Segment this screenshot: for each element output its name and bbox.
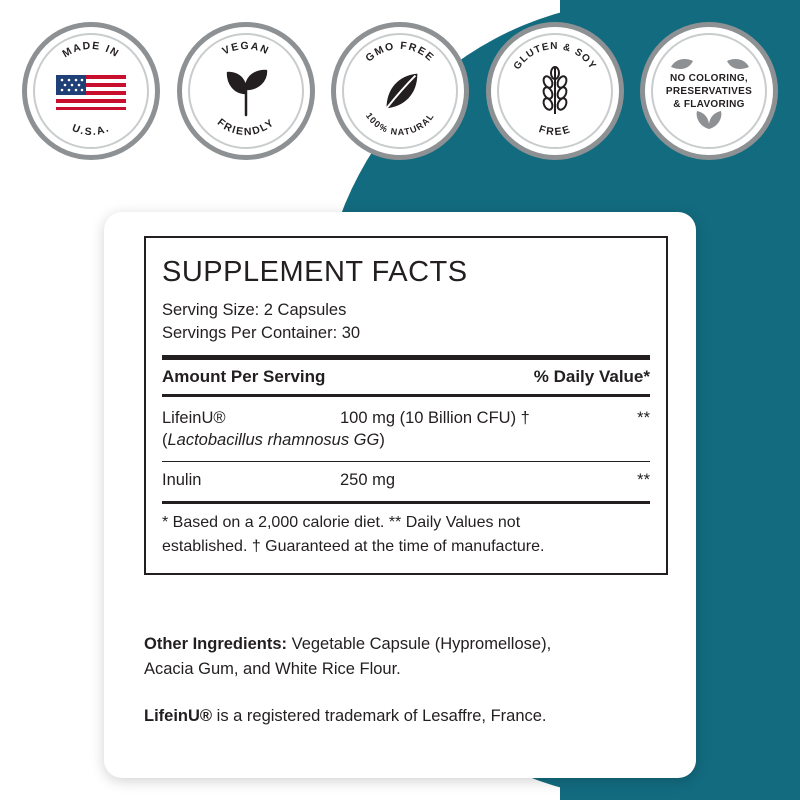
supplement-facts-panel <box>144 236 668 575</box>
supplement-facts-title: SUPPLEMENT FACTS <box>162 256 468 288</box>
svg-text:U.S.A. <box>70 122 112 138</box>
badge-made-in-usa-arc-text <box>27 27 155 155</box>
leaf-icon-bottom <box>679 107 739 133</box>
badge-made-in-usa <box>22 22 160 160</box>
nutrient-subname-italic: Lactobacillus rhamnosus GG <box>167 431 380 449</box>
badge-text-bottom: U.S.A. <box>70 122 112 139</box>
badge-text-lines <box>666 72 752 111</box>
badge-vegan-friendly <box>177 22 315 160</box>
footnote-line-1: * Based on a 2,000 calorie diet. ** Daily Values not <box>162 514 521 531</box>
badge-text-bottom: 100% NATURAL <box>363 110 437 138</box>
divider-thick-top <box>162 355 650 360</box>
table-row <box>162 471 650 490</box>
badge-gmo-arc-text <box>336 27 464 155</box>
badge-text-top: GLUTEN & SOY <box>511 40 598 72</box>
badge-text-line-1: NO COLORING, <box>669 72 749 84</box>
nutrient-amount: 250 mg <box>340 471 396 489</box>
servings-per-container: Servings Per Container: 30 <box>162 324 361 342</box>
badge-text-line-3: & FLAVORING <box>673 98 745 110</box>
footnote-line-2: established. † Guaranteed at the time of manufacture. <box>162 538 545 555</box>
nutrient-daily-value: ** <box>637 471 650 489</box>
nutrient-subname: (Lactobacillus rhamnosus GG) <box>162 431 385 449</box>
other-ingredients-line <box>144 632 668 657</box>
svg-text:FRIENDLY <box>214 116 276 138</box>
other-ingredients-block <box>144 632 668 729</box>
svg-text:100% NATURAL <box>364 111 436 137</box>
badge-gmo-free <box>331 22 469 160</box>
badge-no-coloring <box>640 22 778 160</box>
trademark-brand: LifeinU® <box>144 707 213 725</box>
badge-text-top: MADE IN <box>60 39 122 61</box>
nutrient-name: Inulin <box>162 471 202 489</box>
trademark-text: is a registered trademark of Lesaffre, France. <box>212 707 547 725</box>
daily-value-label: % Daily Value* <box>533 367 650 386</box>
nutrient-name: LifeinU® <box>162 409 226 427</box>
other-ingredients-label: Other Ingredients: <box>144 635 288 653</box>
badge-text-top: VEGAN <box>219 39 271 58</box>
table-header-row <box>162 367 650 387</box>
amount-per-serving-label: Amount Per Serving <box>162 367 326 386</box>
svg-text:VEGAN <box>220 40 271 58</box>
nutrient-daily-value: ** <box>637 409 650 427</box>
badge-gluten-soy-free <box>486 22 624 160</box>
nutrient-amount: 100 mg (10 Billion CFU) † <box>340 409 530 427</box>
badge-text-line-2: PRESERVATIVES <box>665 85 753 97</box>
svg-text:MADE IN <box>60 40 121 60</box>
badge-text-top: GMO FREE <box>363 39 437 65</box>
svg-text:FREE <box>537 123 572 138</box>
certification-badges <box>0 22 800 192</box>
badge-text-bottom: FRIENDLY <box>214 116 277 139</box>
other-ingredients-text-2: Acacia Gum, and White Rice Flour. <box>144 660 401 678</box>
svg-text:GLUTEN & SOY <box>511 41 597 72</box>
svg-text:GMO FREE <box>363 40 437 65</box>
divider-thin <box>162 461 650 462</box>
trademark-line <box>144 704 668 729</box>
divider-medium <box>162 394 650 397</box>
badge-text-bottom: FREE <box>536 123 573 139</box>
table-row <box>162 409 650 428</box>
serving-size: Serving Size: 2 Capsules <box>162 301 347 319</box>
badge-vegan-arc-text <box>182 27 310 155</box>
badge-gluten-arc-text <box>491 27 619 155</box>
divider-medium-bottom <box>162 501 650 504</box>
other-ingredients-text-1: Vegetable Capsule (Hypromellose), <box>287 635 552 653</box>
